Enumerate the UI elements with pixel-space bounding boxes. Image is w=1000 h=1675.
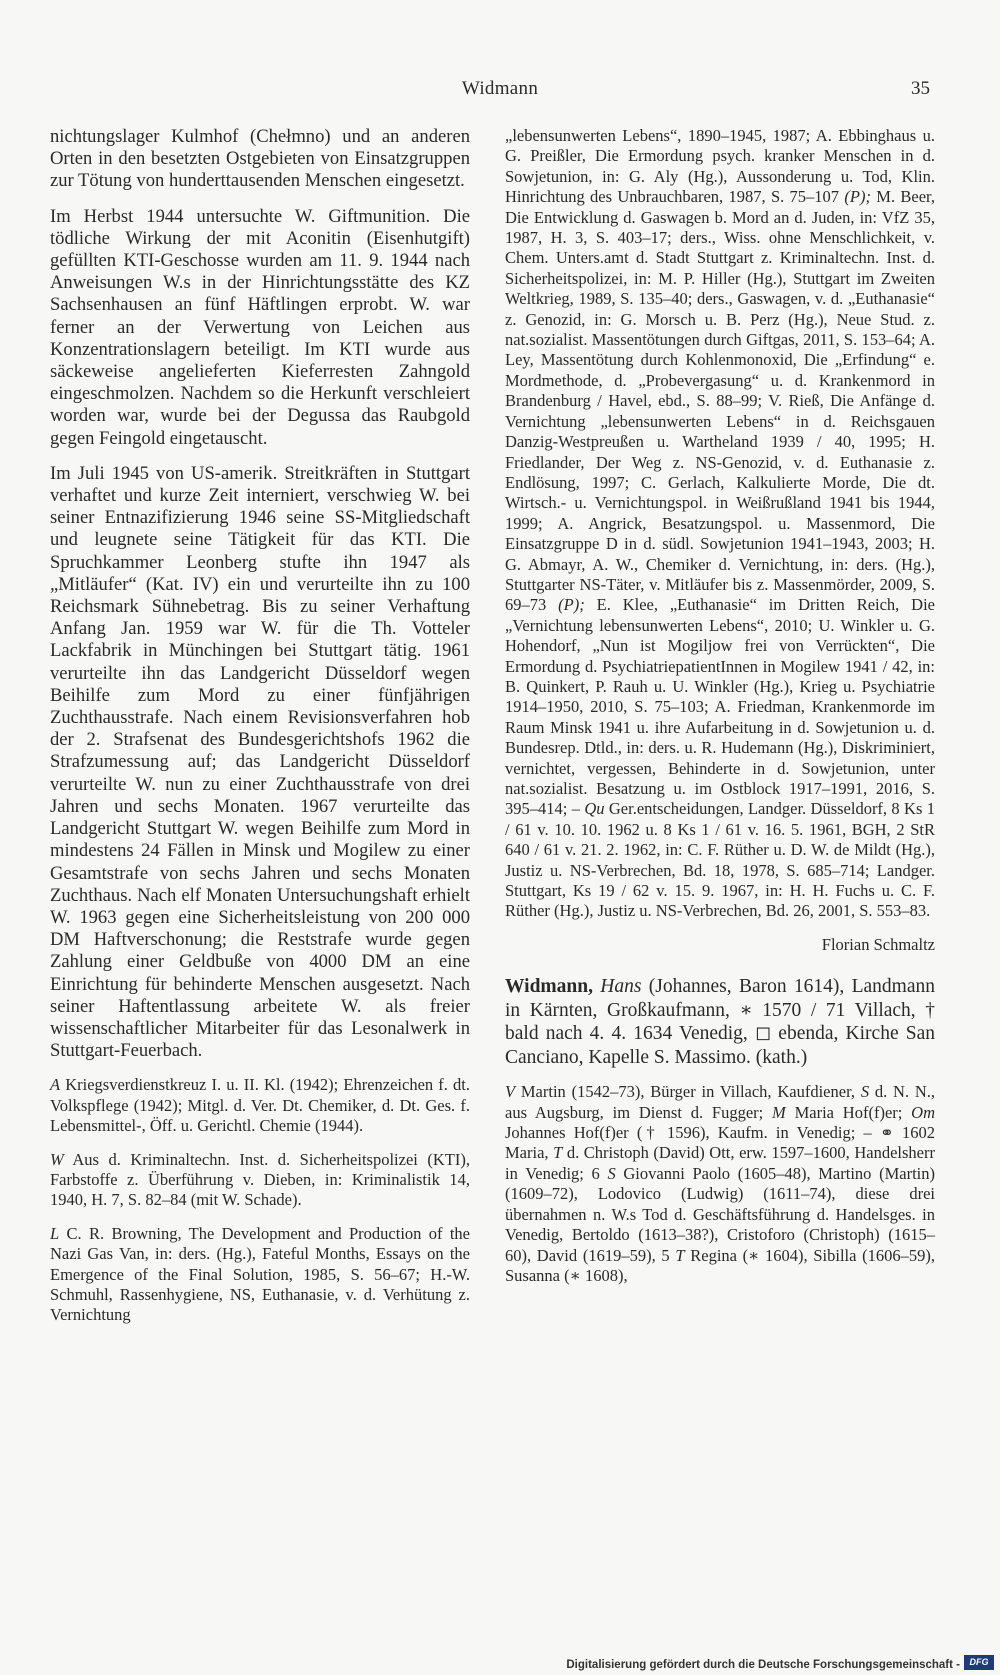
section-label-w: W xyxy=(50,1149,64,1169)
sources-label: Qu xyxy=(584,799,605,819)
section-label-a: A xyxy=(50,1075,61,1095)
family-text: d. N. N., aus Augsburg, im Dienst d. Fugger; xyxy=(505,1082,936,1122)
portrait-marker: (P); xyxy=(558,595,585,615)
page-header xyxy=(0,78,1000,106)
literature-part: Ger.entscheidungen, Landger. Düsseldorf, 8 Ks 1 / 61 v. 10. 10. 1962 u. 8 Ks 1 / 61 v. 16. 5. 1961, BGH, 2 StR 640 / 61 v. 21. 2. 1962, in: C. F. Rüther u. D. W. de Mildt (Hg.), Justiz u. NS-Verbrechen, Bd. 18, 1978, S. 685–714; Landger. Stuttgart, Ks 19 / 62 v. 15. 9. 1967, in: H. H. Fuchs u. C. F. Rüther (Hg.), Justiz u. NS-Verbrechen, Bd. 26, 2001, S. 553–83. xyxy=(505,799,936,921)
entry-given-name: Hans xyxy=(600,976,642,998)
family-text: d. Christoph (David) Ott, erw. 1597–1600, Handelsherr in Venedig; 6 xyxy=(505,1143,935,1183)
dfg-logo: DFG xyxy=(964,1655,994,1670)
family-text: Johannes Hof(f)er († 1596), Kaufm. in Venedig; – ⚭ 1602 Maria, xyxy=(505,1123,935,1163)
entry-surname: Widmann, xyxy=(505,976,593,998)
family-label: V xyxy=(505,1082,516,1102)
works-text: Aus d. Kriminaltechn. Inst. d. Sicherheitspolizei (KTI), Farbstoffe z. Überführung v. Dieben, in: Kriminalistik 14, 1940, H. 7, S. 82–84 (mit W. Schade). xyxy=(50,1149,470,1210)
literature-part: „lebensunwerten Lebens“, 1890–1945, 1987; A. Ebbinghaus u. G. Preißler, Die Ermordung psych. kranker Menschen in d. Sowjetunion, in: G. Aly (Hg.), Aussonderung u. Tod, Klin. Hinrichtung des Unbrauchbaren, 1987, S. 75–107 xyxy=(505,126,935,207)
page-footer xyxy=(0,1653,1000,1671)
family-text: Giovanni Paolo (1605–48), Martino (Martin) (1609–72), Lodovico (Ludwig) (1611–74), diese drei übernahmen n. W.s Tod d. Geschäftsführung d. Handelsges. in Venedig, Bertoldo (1613–38?), Cristoforo (Christoph) (1615–60), David (1619–59), 5 xyxy=(505,1163,935,1265)
family-label: S xyxy=(860,1082,870,1102)
family-label: T xyxy=(553,1143,563,1163)
left-column xyxy=(50,126,470,1339)
literature-part: M. Beer, Die Entwicklung d. Gaswagen b. Mord an d. Juden, in: VfZ 35, 1987, H. 3, S. 403–17; ders., Wiss. ohne Menschlichkeit, v. Chem. Unters.amt d. Stadt Stuttgart z. Kriminaltechn. Inst. d. Sicherheitspolizei, in: M. P. Hiller (Hg.), Stuttgart im Zweiten Weltkrieg, 1989, S. 135–40; ders., Gaswagen, v. d. „Euthanasie“ z. Genozid, in: G. Morsch u. B. Perz (Hg.), Neue Stud. z. nat.sozialist. Massentötungen durch Giftgas, 2011, S. 153–64; A. Ley, Massentötung durch Kohlenmonoxid, Die „Erfindung“ e. Mordmethode, d. „Probevergasung“ u. d. Krankenmord in Brandenburg / Havel, ebd., S. 88–99; V. Rieß, Die Anfänge d. Vernichtung „lebensunwerten Lebens“ in d. Reichsgauen Danzig-Westpreußen u. Wartheland 1939 / 40, 1995; H. Friedlander, Der Weg z. NS-Genozid, v. d. Euthanasie z. Endlösung, 1997; C. Gerlach, Kalkulierte Morde, Die dt. Wirtsch.- u. Vernichtungspol. in Weißrußland 1941 bis 1944, 1999; A. Angrick, Besatzungspol. u. Massenmord, Die Einsatzgruppe D in d. südl. Sowjetunion 1941–1943, 2003; H. G. Abmayr, A. W., Chemiker d. Vernichtung, in: ders. (Hg.), Stuttgarter NS-Täter, v. Mitläufer bis z. Massenmörder, 2009, S. 69–73 xyxy=(505,187,936,615)
body-paragraph: Im Herbst 1944 untersuchte W. Giftmunition. Die tödliche Wirkung der mit Aconitin (Eisenhutgift) gefüllten KTI-Geschosse wurden am 11. 9. 1944 nach Anweisungen W.s in der Hinrichtungsstätte des KZ Sachsenhausen an fünf Häftlingen erprobt. W. war ferner an der Verwertung von Leichen aus Konzentrationslagern beteiligt. Im KTI wurde aus säckeweise angelieferten Kieferresten Zahngold eingeschmolzen. Nachdem so die Herkunft verschleiert worden war, wurde bei der Degussa das Raubgold gegen Feingold eingetauscht. xyxy=(50,205,470,449)
portrait-marker: (P); xyxy=(844,187,871,207)
family-text: Martin (1542–73), Bürger in Villach, Kaufdiener, xyxy=(520,1082,856,1102)
entry-heading xyxy=(505,975,935,1069)
body-paragraph: Im Juli 1945 von US-amerik. Streitkräften in Stuttgart verhaftet und kurze Zeit interniert, verschwieg W. bei seiner Entnazifizierung 1946 seine SS-Mitgliedschaft und leugnete seine Tätigkeit für das KTI. Die Spruchkammer Leonberg stufte ihn 1947 als „Mitläufer“ (Kat. IV) ein und verurteilte ihn zu 100 Reichsmark Sühnebetrag. Bis zu seiner Verhaftung Anfang Jan. 1959 war W. für die Th. Votteler Lackfabrik in Münchingen bei Stuttgart tätig. 1961 verurteilte ihn das Landgericht Düsseldorf wegen Beihilfe zum Mord zu einer fünfjährigen Zuchthausstrafe. Nach einem Revisionsverfahren hob der 2. Strafsenat des Bundesgerichtshofs 1962 die Strafzumessung auf; das Landgericht Düsseldorf verurteilte W. nun zu einer Zuchthausstrafe von drei Jahren und sechs Monaten. 1967 verurteilte das Landgericht Stuttgart W. wegen Beihilfe zum Mord in mindestens 24 Fällen in Minsk und Mogilew zu einer Gesamtstrafe von sechs Jahren und sechs Monaten Zuchthaus. Nach elf Monaten Untersuchungshaft erhielt W. 1963 gegen eine Sicherheitsleistung von 200 000 DM Haftverschonung; die Reststrafe wurde gegen Zahlung einer Geldbuße von 4000 DM an eine Einrichtung für behinderte Menschen ausgesetzt. Nach seiner Haftentlassung arbeitete W. als freier wissenschaftlicher Mitarbeiter für das Lesonalwerk in Stuttgart-Feuerbach. xyxy=(50,462,470,1062)
body-paragraph: nichtungslager Kulmhof (Chełmno) und an anderen Orten in den besetzten Ostgebieten von Einsatzgruppen zur Tötung von hunderttausenden Menschen eingesetzt. xyxy=(50,126,470,192)
literature-continued xyxy=(505,126,935,922)
family-text: Maria Hof(f)er; xyxy=(794,1102,903,1122)
family-label: T xyxy=(675,1245,685,1265)
family-label: M xyxy=(772,1102,786,1122)
running-head: Widmann xyxy=(461,78,539,99)
family-label: S xyxy=(607,1163,616,1183)
family-text: Regina (∗ 1604), Sibilla (1606–59), Susanna (∗ 1608), xyxy=(505,1245,936,1285)
literature-text: C. R. Browning, The Development and Production of the Nazi Gas Van, in: ders. (Hg.), Fateful Months, Essays on the Emergence of the Final Solution, 1985, S. 56–67; H.-W. Schmuhl, Rassenhygiene, NS, Euthanasie, v. d. Verhütung z. Vernichtung xyxy=(50,1223,470,1325)
family-section xyxy=(505,1082,935,1286)
awards-section xyxy=(50,1075,470,1136)
awards-text: Kriegsverdienstkreuz I. u. II. Kl. (1942); Ehrenzeichen f. dt. Volkspflege (1942); Mitgl. d. Ver. Dt. Chemiker, d. Dt. Ges. f. Lebensmittel-, Öff. u. Gerichtl. Chemie (1944). xyxy=(50,1075,470,1136)
works-section xyxy=(50,1150,470,1211)
author-signature: Florian Schmaltz xyxy=(821,934,935,954)
page-number: 35 xyxy=(911,78,930,99)
family-label: Om xyxy=(911,1102,936,1122)
entry-details: (Johannes, Baron 1614), Landmann in Kärnten, Großkaufmann, ∗ 1570 / 71 Villach, † bald nach 4. 4. 1634 Venedig, ◻ ebenda, Kirche San Canciano, Kapelle S. Massimo. (kath.) xyxy=(505,976,935,1068)
funding-notice: Digitalisierung gefördert durch die Deutsche Forschungsgemeinschaft - xyxy=(566,1659,960,1671)
right-column xyxy=(505,126,935,1299)
literature-part: E. Klee, „Euthanasie“ im Dritten Reich, Die „Vernichtung lebensunwerten Lebens“, 2010; U. Winkler u. G. Hohendorf, „Nun ist Mogiljow frei von Verrückten“, Die Ermordung d. PsychiatriepatientInnen in Mogilew 1941 / 42, in: B. Quinkert, P. Rauh u. U. Winkler (Hg.), Krieg u. Psychiatrie 1914–1950, 2010, S. 75–103; A. Friedman, Krankenmorde im Raum Minsk 1941 u. ihre Aufarbeitung in d. Sowjetunion u. d. Bundesrep. Dtld., in: ders. u. R. Hudemann (Hg.), Diskriminiert, vernichtet, vergessen, Behinderte in d. Sowjetunion, unter nat.sozialist. Besatzung u. im Ostblock 1917–1991, 2016, S. 395–414; – xyxy=(505,595,936,819)
literature-section xyxy=(50,1224,470,1326)
section-label-l: L xyxy=(50,1223,60,1243)
